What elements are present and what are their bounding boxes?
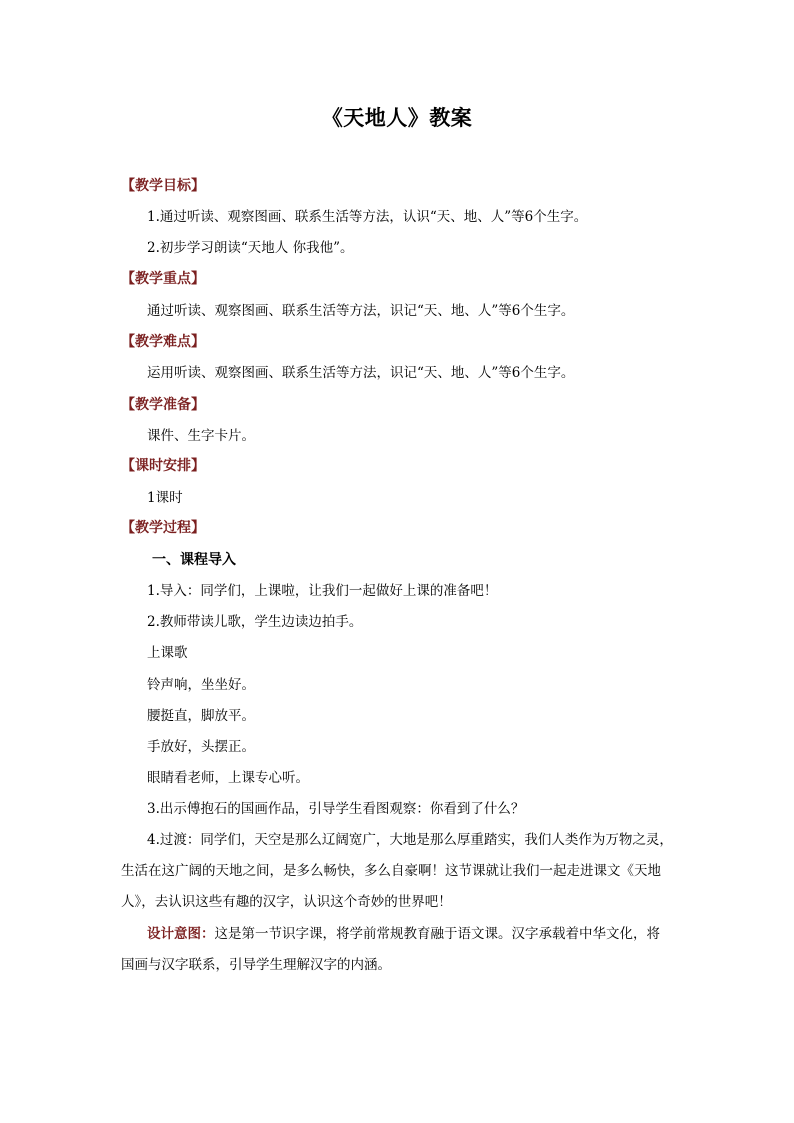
heading-schedule: 【课时安排】 [121,458,205,474]
process-step-1: 1.导入：同学们，上课啦，让我们一起做好上课的准备吧！ [147,583,498,599]
key-points-text: 通过听读、观察图画、联系生活等方法，识记“天、地、人”等6个生字。 [147,303,575,319]
process-step-4-line-3: 人》，去认识这些有趣的汉字，认识这个奇妙的世界吧！ [121,894,452,910]
heading-key-points: 【教学重点】 [121,271,205,287]
heading-preparation: 【教学准备】 [121,397,205,413]
objective-item-2: 2.初步学习朗读“天地人 你我他”。 [147,240,354,256]
song-title: 上课歌 [147,645,188,661]
song-line-4: 眼睛看老师，上课专心听。 [147,770,309,786]
process-step-3: 3.出示傅抱石的国画作品，引导学生看图观察：你看到了什么？ [147,801,525,817]
design-intent-line-1 [147,925,660,943]
process-step-4-line-1: 4.过渡：同学们，天空是那么辽阔宽广，大地是那么厚重踏实，我们人类作为万物之灵， [147,832,673,848]
design-intent-line-2: 国画与汉字联系，引导学生理解汉字的内涵。 [121,957,391,973]
preparation-text: 课件、生字卡片。 [147,428,255,444]
design-intent-label: 设计意图： [147,926,215,942]
schedule-text: 1课时 [147,490,183,506]
heading-difficulties: 【教学难点】 [121,334,205,350]
song-line-3: 手放好，头摆正。 [147,739,255,755]
process-step-2: 2.教师带读儿歌，学生边读边拍手。 [147,614,363,630]
process-step-4-line-2: 生活在这广阔的天地之间，是多么畅快，多么自豪啊！这节课就让我们一起走进课文《天地 [121,863,661,879]
page-title: 《天地人》教案 [321,105,473,130]
process-subheading: 一、课程导入 [152,552,236,568]
song-line-2: 腰挺直，脚放平。 [147,708,255,724]
song-line-1: 铃声响，坐坐好。 [147,677,255,693]
design-intent-text: 这是第一节识字课，将学前常规教育融于语文课。汉字承载着中华文化，将 [214,926,660,942]
objective-item-1: 1.通过听读、观察图画、联系生活等方法，认识“天、地、人”等6个生字。 [147,209,588,225]
heading-process: 【教学过程】 [121,520,205,536]
difficulties-text: 运用听读、观察图画、联系生活等方法，识记“天、地、人”等6个生字。 [147,365,575,381]
heading-objectives: 【教学目标】 [121,178,205,194]
